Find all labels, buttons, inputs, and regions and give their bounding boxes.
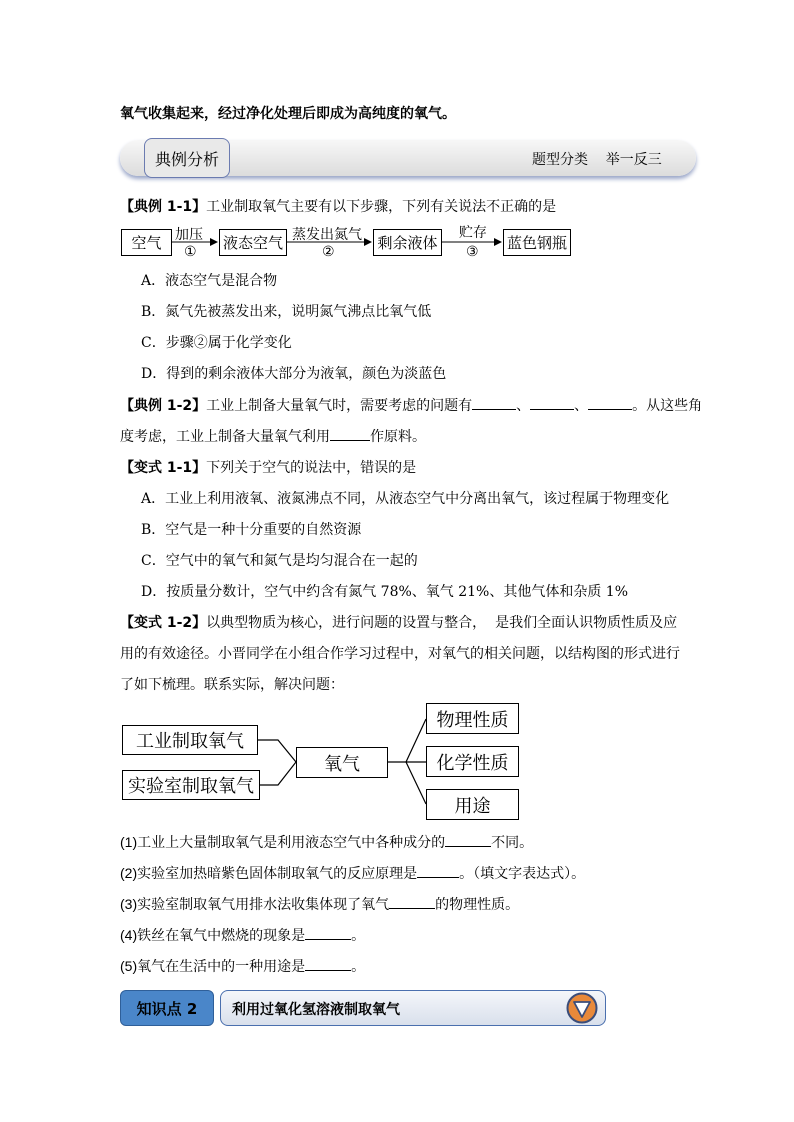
down-triangle-icon [566, 992, 598, 1024]
arrow-2-bottom: ② [322, 244, 335, 260]
flow-box-liquid-air: 液态空气 [219, 229, 287, 256]
flow-box-blue-cylinder: 蓝色钢瓶 [503, 229, 571, 256]
question-text: 以典型物质为核心，进行问题的设置与整合， 是我们全面认识物质性质及应 [206, 615, 678, 631]
arrow-3-bottom: ③ [466, 244, 479, 260]
variant-1-2-line3: 了如下梳理。联系实际，解决问题： [120, 677, 344, 693]
diagram-box-lab: 实验室制取氧气 [122, 770, 260, 800]
separator: 、 [516, 398, 531, 414]
diagram-box-chemical: 化学性质 [426, 746, 519, 777]
sub-question-4: (4)铁丝在氧气中燃烧的现象是 。 [120, 927, 366, 943]
variant-1-2-line2: 用的有效途径。小晋同学在小组合作学习过程中，对氧气的相关问题，以结构图的形式进行 [120, 646, 680, 662]
answer-blank[interactable] [417, 865, 459, 878]
sub-question-5: (5)氧气在生活中的一种用途是 。 [120, 958, 366, 974]
knowledge-point-tag: 知识点 2 [120, 990, 214, 1026]
variant-option-b: B．空气是一种十分重要的自然资源 [141, 522, 362, 538]
variant-option-c: C．空气中的氧气和氮气是均匀混合在一起的 [141, 553, 418, 569]
question-text: 度考虑，工业上制备大量氧气利用 [120, 429, 330, 445]
flow-box-remaining-liquid: 剩余液体 [373, 229, 442, 256]
variant-option-d: D．按质量分数计，空气中约含有氮气 78%、氧气 21%、其他气体和杂质 1% [141, 584, 629, 600]
arrow-1-bottom: ① [184, 244, 197, 260]
question-text: 。从这些角 [632, 398, 703, 414]
question-label: 【典例 1-1】 [120, 199, 207, 215]
separator: 、 [574, 398, 589, 414]
question-label: 【变式 1-2】 [120, 615, 207, 631]
question-stem: 工业制取氧气主要有以下步骤，下列有关说法不正确的是 [206, 199, 557, 215]
variant-option-a: A．工业上利用液氧、液氮沸点不同，从液态空气中分离出氧气，该过程属于物理变化 [141, 491, 670, 507]
intro-line: 氧气收集起来，经过净化处理后即成为高纯度的氧气。 [120, 106, 456, 122]
arrow-2-top: 蒸发出氮气 [292, 227, 362, 243]
option-b: B．氮气先被蒸发出来，说明氮气沸点比氧气低 [141, 304, 432, 320]
answer-blank[interactable] [445, 834, 491, 847]
sub-question-2: (2)实验室加热暗紫色固体制取氧气的反应原理是 。（填文字表达式）。 [120, 865, 586, 881]
question-text: 作原料。 [370, 429, 426, 445]
question-text: 工业上制备大量氧气时，需要考虑的问题有 [206, 398, 473, 414]
option-d: D．得到的剩余液体大部分为液氧，颜色为淡蓝色 [141, 366, 447, 382]
question-label: 【典例 1-2】 [120, 398, 207, 414]
sub-question-3: (3)实验室制取氧气用排水法收集体现了氧气 的物理性质。 [120, 896, 520, 912]
diagram-box-industrial: 工业制取氧气 [122, 725, 258, 755]
section-tab-label: 典例分析 [144, 138, 230, 178]
option-c: C．步骤②属于化学变化 [141, 335, 292, 351]
answer-blank[interactable] [305, 927, 351, 940]
sub-question-1: (1)工业上大量制取氧气是利用液态空气中各种成分的 不同。 [120, 834, 534, 850]
question-stem: 下列关于空气的说法中，错误的是 [206, 460, 417, 476]
question-label: 【变式 1-1】 [120, 460, 207, 476]
arrow-1-top: 加压 [175, 227, 203, 243]
answer-blank[interactable] [389, 896, 435, 909]
arrow-3-top: 贮存 [459, 225, 487, 241]
knowledge-point-title: 利用过氧化氢溶液制取氧气 [232, 1002, 400, 1018]
option-a: A．液态空气是混合物 [141, 273, 278, 289]
diagram-box-physical: 物理性质 [426, 703, 519, 734]
answer-blank[interactable] [305, 958, 351, 971]
flow-box-air: 空气 [121, 229, 172, 256]
diagram-box-uses: 用途 [426, 789, 519, 820]
diagram-box-oxygen: 氧气 [296, 747, 388, 778]
section-header-subtitle: 题型分类 举一反三 [532, 152, 662, 168]
